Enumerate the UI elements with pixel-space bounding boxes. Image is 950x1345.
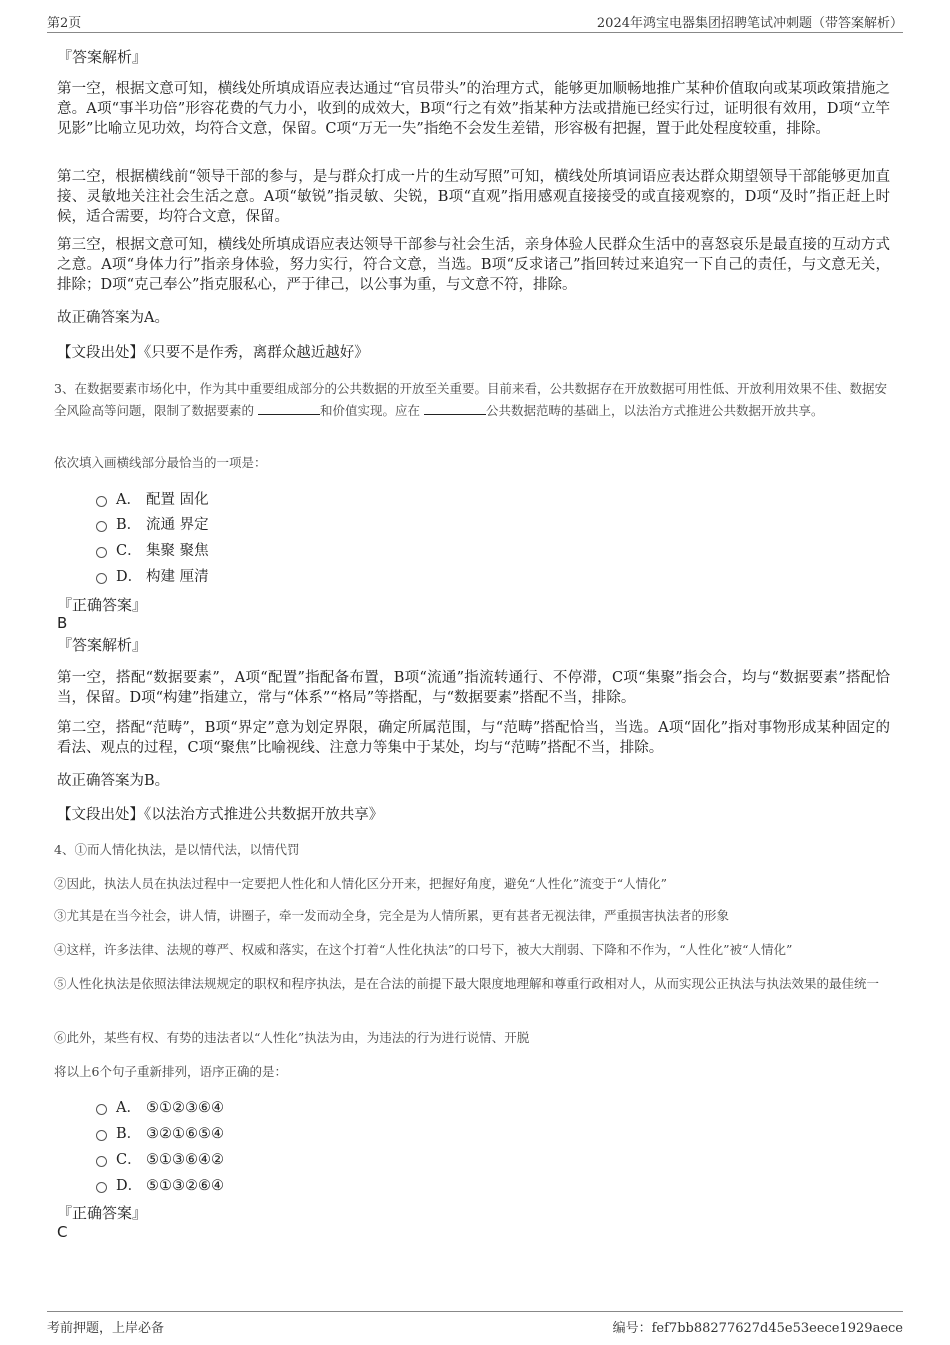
radio-icon[interactable]	[96, 1104, 107, 1115]
q2-analysis-p1: 第一空，根据文意可知，横线处所填成语应表达通过“官员带头”的治理方式，能够更加顺畅地推广某种价值取向或某项政策措施之意。A项“事半功倍”形容花费的气力小，收到的成效大，B项“行之有效”指某种方法或措施已经实行过，证明很有效用，D项“立竿见影”比喻立见功效，均符合文意，保留。C项“万无一失”指绝不会发生差错，形容极有把握，置于此处程度较重，排除。	[57, 81, 890, 137]
q4-option-a[interactable]: A． ⑤①②③⑥④	[96, 1098, 224, 1118]
footer-slogan: 考前押题，上岸必备	[47, 1321, 165, 1336]
radio-icon[interactable]	[96, 521, 107, 532]
q4-option-b[interactable]: B． ③②①⑥⑤④	[96, 1124, 224, 1144]
q2-conclusion: 故正确答案为A。	[57, 310, 169, 326]
q3-correct-answer: B	[57, 614, 68, 632]
q4-prompt: 将以上6个句子重新排列，语序正确的是：	[54, 1064, 287, 1079]
q3-analysis-p1: 第一空，搭配“数据要素”，A项“配置”指配备布置，B项“流通”指流转通行、不停滞，C项“集聚”指会合，均与“数据要素”搭配恰当，保留。D项“构建”指建立，常与“体系”“格局”等搭配，与“数据要素”搭配不当，排除。	[57, 670, 890, 706]
q4-sentence-3: ③尤其是在当今社会，讲人情，讲圈子，牵一发而动全身，完全是为人情所累，更有甚者无视法律，严重损害执法者的形象	[54, 908, 730, 923]
q4-correct-label: 『正确答案』	[57, 1204, 148, 1222]
radio-icon[interactable]	[96, 573, 107, 584]
q2-analysis-p3: 第三空，根据文意可知，横线处所填成语应表达领导干部参与社会生活，亲身体验人民群众生活中的喜怒哀乐是最直接的互动方式之意。A项“身体力行”指亲身体验，努力实行，符合文意，当选。B项“反求诸己”指回转过来追究一下自己的责任，与文意无关，排除；D项“克己奉公”指克服私心，严于律己，以公事为重，与文意不符，排除。	[57, 237, 890, 293]
radio-icon[interactable]	[96, 1182, 107, 1193]
page-number: 第2页	[47, 16, 82, 31]
q3-analysis-p2: 第二空，搭配“范畴”，B项“界定”意为划定界限，确定所属范围，与“范畴”搭配恰当，当选。A项“固化”指对事物形成某种固定的看法、观点的过程，C项“聚焦”比喻视线、注意力等集中于某处，均与“范畴”搭配不当，排除。	[57, 720, 890, 756]
page-header	[47, 12, 903, 33]
q3-option-d[interactable]: D． 构建 厘清	[96, 567, 209, 587]
q3-blank-2	[424, 402, 486, 415]
radio-icon[interactable]	[96, 1156, 107, 1167]
document-title: 2024年鸿宝电器集团招聘笔试冲刺题（带答案解析）	[596, 16, 903, 31]
q4-sentence-2: ②因此，执法人员在执法过程中一定要把人性化和人情化区分开来，把握好角度，避免“人性化”流变于“人情化”	[54, 876, 668, 891]
q2-analysis-label: 『答案解析』	[57, 48, 148, 66]
q3-stem: 3、在数据要素市场化中，作为其中重要组成部分的公共数据的开放至关重要。目前来看，公共数据存在开放数据可用性低、开放利用效果不佳、数据安全风险高等问题，限制了数据要素的 和价值实现。应在 公共数据范畴的基础上，以法治方式推进公共数据开放共享。	[54, 381, 887, 418]
radio-icon[interactable]	[96, 1130, 107, 1141]
q2-analysis-p2: 第二空，根据横线前“领导干部的参与，是与群众打成一片的生动写照”可知，横线处所填词语应表达群众期望领导干部能够更加直接、灵敏地关注社会生活之意。A项“敏锐”指灵敏、尖锐，B项“直观”指用感观直接接受的或直接观察的，D项“及时”指正赶上时候，适合需要，均符合文意，保留。	[57, 169, 890, 225]
q3-option-a[interactable]: A． 配置 固化	[96, 490, 209, 510]
q3-source: 【文段出处】《以法治方式推进公共数据开放共享》	[57, 807, 384, 823]
q3-blank-1	[258, 402, 320, 415]
q4-correct-answer: C	[57, 1223, 68, 1241]
q3-prompt: 依次填入画横线部分最恰当的一项是：	[54, 455, 267, 470]
page-footer	[47, 1311, 903, 1336]
q4-sentence-4: ④这样，许多法律、法规的尊严、权威和落实，在这个打着“人性化执法”的口号下，被大大削弱、下降和不作为，“人性化”被“人情化”	[54, 942, 793, 957]
radio-icon[interactable]	[96, 496, 107, 507]
q4-sentence-5: ⑤人性化执法是依照法律法规规定的职权和程序执法，是在合法的前提下最大限度地理解和尊重行政相对人，从而实现公正执法与执法效果的最佳统一	[54, 976, 880, 991]
q4-option-d[interactable]: D． ⑤①③②⑥④	[96, 1176, 224, 1196]
q3-correct-label: 『正确答案』	[57, 596, 148, 614]
q3-analysis-label: 『答案解析』	[57, 636, 148, 654]
radio-icon[interactable]	[96, 547, 107, 558]
q3-conclusion: 故正确答案为B。	[57, 773, 170, 789]
q3-option-b[interactable]: B． 流通 界定	[96, 515, 209, 535]
document-id: 编号：fef7bb88277627d45e53eece1929aece	[612, 1321, 903, 1336]
q4-sentence-6: ⑥此外，某些有权、有势的违法者以“人性化”执法为由，为违法的行为进行说情、开脱	[54, 1030, 530, 1045]
q4-option-c[interactable]: C． ⑤①③⑥④②	[96, 1150, 224, 1170]
q2-source: 【文段出处】《只要不是作秀，离群众越近越好》	[57, 345, 369, 361]
q3-option-c[interactable]: C． 集聚 聚焦	[96, 541, 209, 561]
q4-sentence-1: 4、①而人情化执法，是以情代法，以情代罚	[54, 842, 300, 857]
